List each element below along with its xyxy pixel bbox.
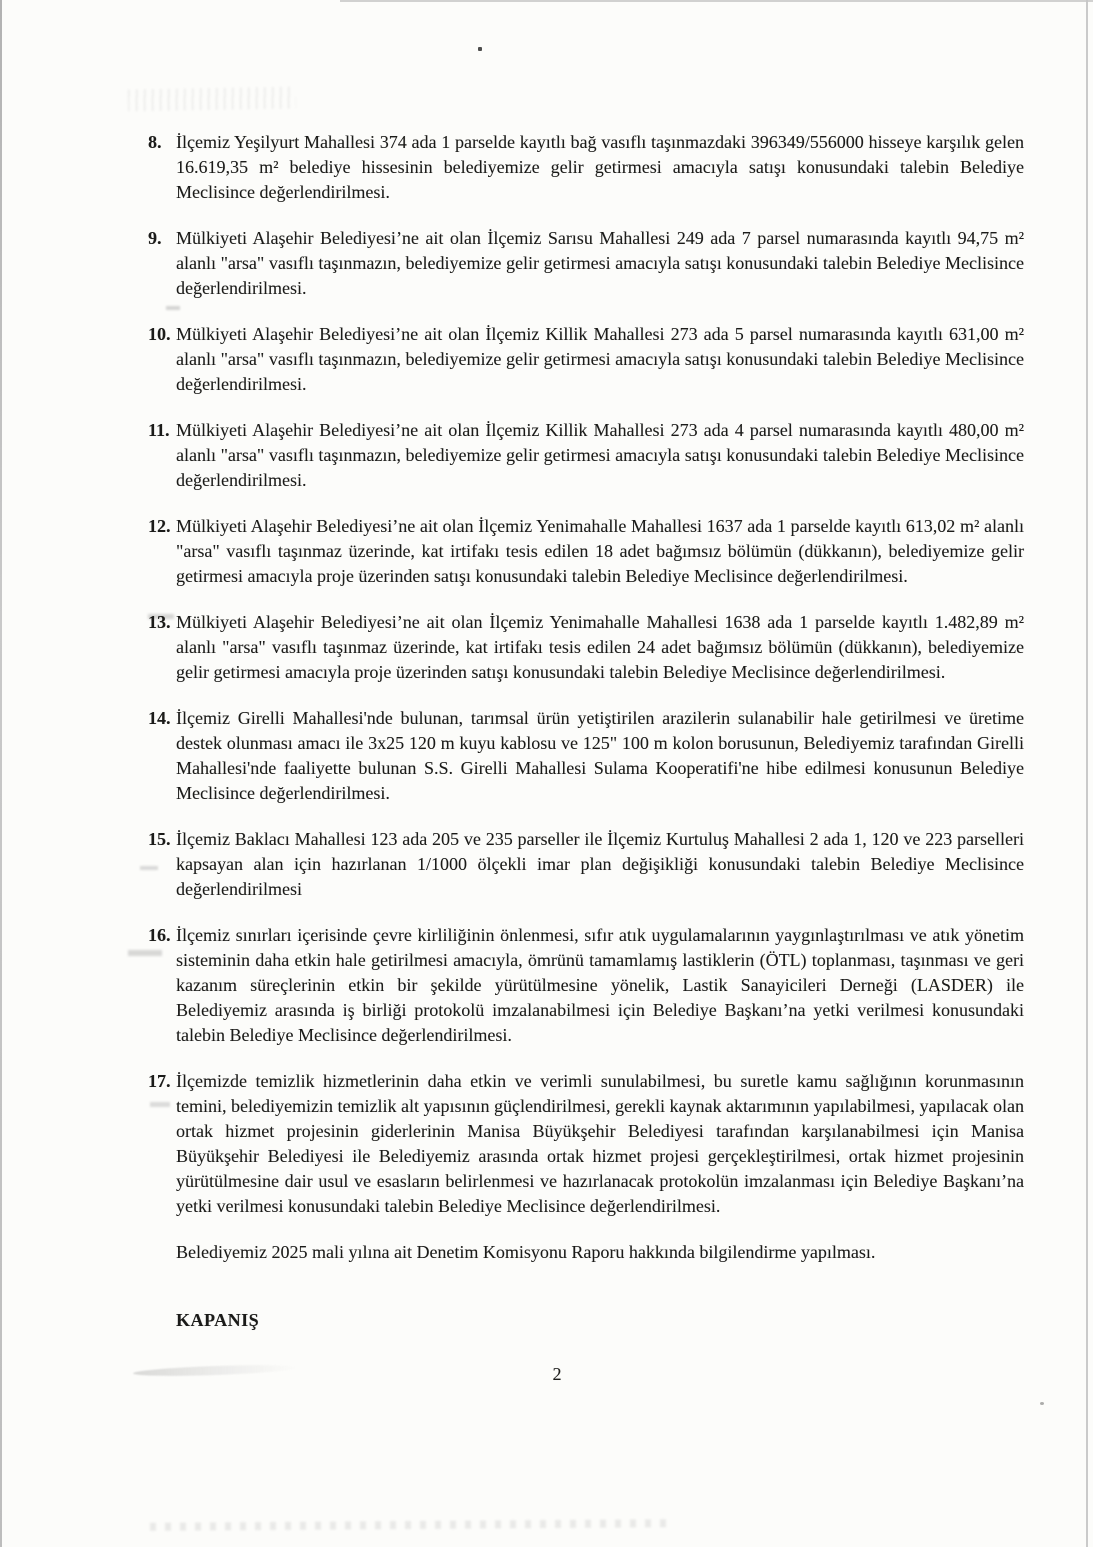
agenda-item	[148, 706, 1024, 806]
closing-heading: KAPANIŞ	[176, 1310, 260, 1330]
scan-edge-top	[340, 0, 1093, 2]
agenda-item-text: Mülkiyeti Alaşehir Belediyesi’ne ait olan İlçemiz Yenimahalle Mahallesi 1637 ada 1 parselde kayıtlı 613,02 m² alanlı "arsa" vasıflı taşınmaz üzerinde, kat irtifakı tesis edilen 18 adet bağımsız bölümün (dükkanın), belediyemize gelir getirmesi amacıyla proje üzerinden satışı konusundaki talebin Belediye Meclisince değerlendirilmesi.	[176, 516, 1024, 586]
agenda-item-list	[148, 130, 1024, 1219]
scan-artifact-smudge	[128, 87, 296, 112]
agenda-item	[148, 610, 1024, 685]
info-note: Belediyemiz 2025 mali yılına ait Denetim Komisyonu Raporu hakkında bilgilendirme yapılması.	[176, 1242, 876, 1262]
agenda-item-number: 11.	[148, 420, 170, 440]
agenda-item-number: 9.	[148, 228, 162, 248]
agenda-item-text: Mülkiyeti Alaşehir Belediyesi’ne ait olan İlçemiz Killik Mahallesi 273 ada 4 parsel numarasında kayıtlı 480,00 m² alanlı "arsa" vasıflı taşınmazın, belediyemize gelir getirmesi amacıyla satışı konusundaki talebin Belediye Meclisince değerlendirilmesi.	[176, 420, 1024, 490]
agenda-item	[148, 923, 1024, 1048]
scan-artifact-streak	[150, 1519, 670, 1531]
agenda-item	[148, 130, 1024, 205]
agenda-item-text: İlçemizde temizlik hizmetlerinin daha etkin ve verimli sunulabilmesi, bu suretle kamu sağlığının korunmasının temini, belediyemizin temizlik alt yapısının güçlendirilmesi, gerekli kaynak aktarımının yapılabilmesi, yapılacak olan ortak hizmet projesinin giderlerinin Manisa Büyükşehir Belediyesi tarafından karşılanabilmesi için Manisa Büyükşehir Belediyesi ile Belediyemiz arasında ortak hizmet projesi gerçekleştirilmesi, ortak hizmet projesinin yürütülmesine dair usul ve esasların belirlenmesi ve hazırlanacak protokolün imzalanması için Belediye Başkanı’na yetki verilmesi konusundaki talebin Belediye Meclisince değerlendirilmesi.	[176, 1071, 1024, 1216]
agenda-item-number: 15.	[148, 829, 171, 849]
agenda-item	[148, 226, 1024, 301]
agenda-item-text: İlçemiz Baklacı Mahallesi 123 ada 205 ve 235 parseller ile İlçemiz Kurtuluş Mahallesi 2 ada 1, 120 ve 223 parselleri kapsayan alan için hazırlanan 1/1000 ölçekli imar plan değişikliği konusundaki talebin Belediye Meclisince değerlendirilmesi	[176, 829, 1024, 899]
agenda-item-text: Mülkiyeti Alaşehir Belediyesi’ne ait olan İlçemiz Killik Mahallesi 273 ada 5 parsel numarasında kayıtlı 631,00 m² alanlı "arsa" vasıflı taşınmazın, belediyemize gelir getirmesi amacıyla satışı konusundaki talebin Belediye Meclisince değerlendirilmesi.	[176, 324, 1024, 394]
agenda-item-text: İlçemiz Yeşilyurt Mahallesi 374 ada 1 parselde kayıtlı bağ vasıflı taşınmazdaki 396349/556000 hisseye karşılık gelen 16.619,35 m² belediye hissesinin belediyemize gelir getirmesi amacıyla satışı konusundaki talebin Belediye Meclisince değerlendirilmesi.	[176, 132, 1024, 202]
agenda-item-number: 16.	[148, 925, 171, 945]
agenda-item	[148, 514, 1024, 589]
agenda-content	[148, 130, 1024, 1387]
agenda-item-number: 8.	[148, 132, 162, 152]
agenda-item-text: Mülkiyeti Alaşehir Belediyesi’ne ait olan İlçemiz Sarısu Mahallesi 249 ada 7 parsel numarasında kayıtlı 94,75 m² alanlı "arsa" vasıflı taşınmazın, belediyemize gelir getirmesi amacıyla satışı konusundaki talebin Belediye Meclisince değerlendirilmesi.	[176, 228, 1024, 298]
scan-artifact-speck	[1040, 1402, 1044, 1405]
agenda-item	[148, 418, 1024, 493]
agenda-item-number: 12.	[148, 516, 171, 536]
agenda-item-number: 10.	[148, 324, 171, 344]
agenda-item-number: 13.	[148, 612, 171, 632]
scan-edge-left	[0, 0, 2, 1547]
agenda-item-text: Mülkiyeti Alaşehir Belediyesi’ne ait olan İlçemiz Yenimahalle Mahallesi 1638 ada 1 parselde kayıtlı 1.482,89 m² alanlı "arsa" vasıflı taşınmaz üzerinde, kat irtifakı tesis edilen 24 adet bağımsız bölümün (dükkanın), belediyemize gelir getirmesi amacıyla proje üzerinden satışı konusundaki talebin Belediye Meclisince değerlendirilmesi.	[176, 612, 1024, 682]
agenda-item	[148, 1069, 1024, 1219]
agenda-item	[148, 827, 1024, 902]
agenda-item	[148, 322, 1024, 397]
scan-edge-right	[1086, 0, 1088, 1547]
agenda-item-number: 17.	[148, 1071, 171, 1091]
page-number: 2	[552, 1364, 562, 1384]
agenda-item-number: 14.	[148, 708, 171, 728]
agenda-item-text: İlçemiz sınırları içerisinde çevre kirliliğinin önlenmesi, sıfır atık uygulamalarının yaygınlaştırılması ve atık yönetim sisteminin daha etkin hale getirilmesi amacıyla, ömrünü tamamlamış lastiklerin (ÖTL) toplanması, taşınması ve geri kazanım süreçlerinin etkin bir şekilde yürütülmesine yönelik, Lastik Sanayicileri Derneği (LASDER) ile Belediyemiz arasında iş birliği protokolü imzalanabilmesi için Belediye Başkanı’na yetki verilmesi konusundaki talebin Belediye Meclisince değerlendirilmesi.	[176, 925, 1024, 1045]
scan-artifact-dot	[478, 47, 482, 51]
agenda-item-text: İlçemiz Girelli Mahallesi'nde bulunan, tarımsal ürün yetiştirilen arazilerin sulanabilir hale getirilmesi ve üretime destek olunması amacı ile 3x25 120 m kuyu kablosu ve 125" 100 m kolon borusunun, Belediyemiz tarafından Girelli Mahallesi'nde faaliyette bulunan S.S. Girelli Mahallesi Sulama Kooperatifi'ne hibe edilmesi konusunun Belediye Meclisince değerlendirilmesi.	[176, 708, 1024, 803]
